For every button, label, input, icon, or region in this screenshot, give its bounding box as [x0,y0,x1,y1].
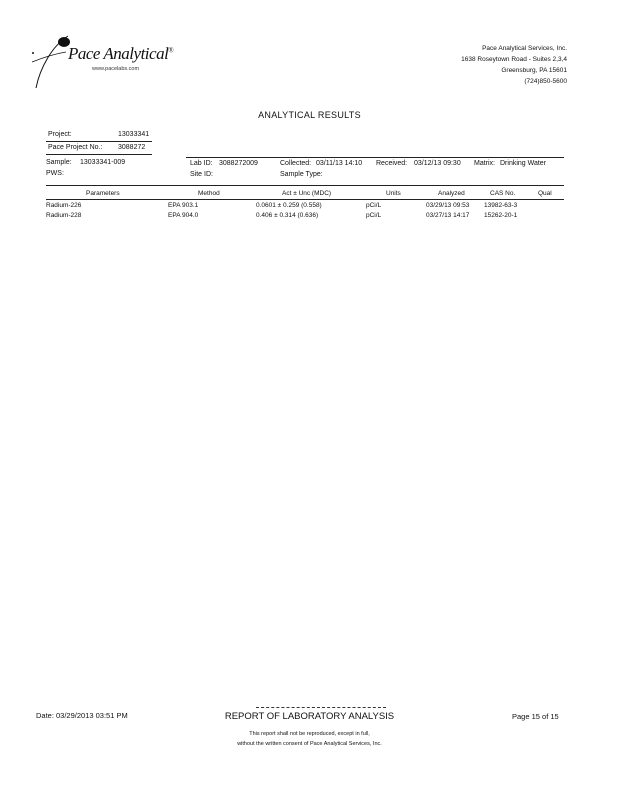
report-date: Date: 03/29/2013 03:51 PM [36,711,128,720]
pace-project-label: Pace Project No.: [48,144,103,151]
collected-label: Collected: [280,160,312,167]
divider [46,185,564,186]
table-cell: 03/27/13 14:17 [426,212,470,219]
company-address [461,43,567,87]
divider [46,199,564,200]
table-cell: 0.406 ± 0.314 (0.636) [256,212,319,219]
col-header-qual: Qual [538,190,552,197]
divider [186,157,564,158]
address-line: Pace Analytical Services, Inc. [482,45,567,52]
pace-project-value: 3088272 [118,144,146,151]
received-value: 03/12/13 09:30 [414,160,461,167]
table-cell: pCi/L [366,212,382,219]
page-title: ANALYTICAL RESULTS [258,110,361,120]
divider [46,141,152,142]
table-cell: pCi/L [366,202,382,209]
logo-url: www.pacelabs.com [92,66,140,72]
project-value: 13033341 [118,131,150,138]
col-header-method: Method [198,190,220,197]
sample-type-label: Sample Type: [280,171,323,178]
col-header-parameters: Parameters [86,190,120,197]
col-header-units: Units [386,190,401,197]
page-number: Page 15 of 15 [512,712,559,721]
table-cell: Radium-226 [46,202,82,209]
table-cell: EPA 904.0 [168,212,199,219]
registered-mark: ® [168,46,174,55]
logo-name: Pace Analytical [68,44,169,63]
col-header-activity: Act ± Unc (MDC) [282,190,332,197]
project-label: Project: [48,131,72,138]
footer-note-line: This report shall not be reproduced, except in full, [249,731,370,737]
address-line: 1638 Roseytown Road - Suites 2,3,4 [461,56,567,63]
received-label: Received: [376,160,408,167]
table-cell: 0.0601 ± 0.259 (0.558) [256,202,322,209]
address-line: (724)850-5600 [524,78,567,85]
matrix-label: Matrix: [474,160,495,167]
divider [256,707,386,708]
table-cell: 03/29/13 09:53 [426,202,470,209]
address-line: Greensburg, PA 15601 [501,67,567,74]
collected-value: 03/11/13 14:10 [316,160,363,167]
footer-note-line: without the written consent of Pace Analytical Services, Inc. [237,741,382,747]
lab-id-value: 3088272009 [219,160,258,167]
sample-value: 13033341-009 [80,159,126,166]
table-cell: 13982-63-3 [484,202,518,209]
col-header-analyzed: Analyzed [438,190,465,197]
table-cell: 15262-20-1 [484,212,518,219]
table-cell: EPA 903.1 [168,202,199,209]
logo-text [68,44,173,64]
divider [46,154,152,155]
pws-label: PWS: [46,170,64,177]
col-header-cas: CAS No. [490,190,516,197]
site-id-label: Site ID: [190,171,213,178]
table-cell: Radium-228 [46,212,82,219]
lab-id-label: Lab ID: [190,160,213,167]
report-title: REPORT OF LABORATORY ANALYSIS [224,711,395,722]
sample-label: Sample: [46,159,72,166]
matrix-value: Drinking Water [500,160,547,167]
